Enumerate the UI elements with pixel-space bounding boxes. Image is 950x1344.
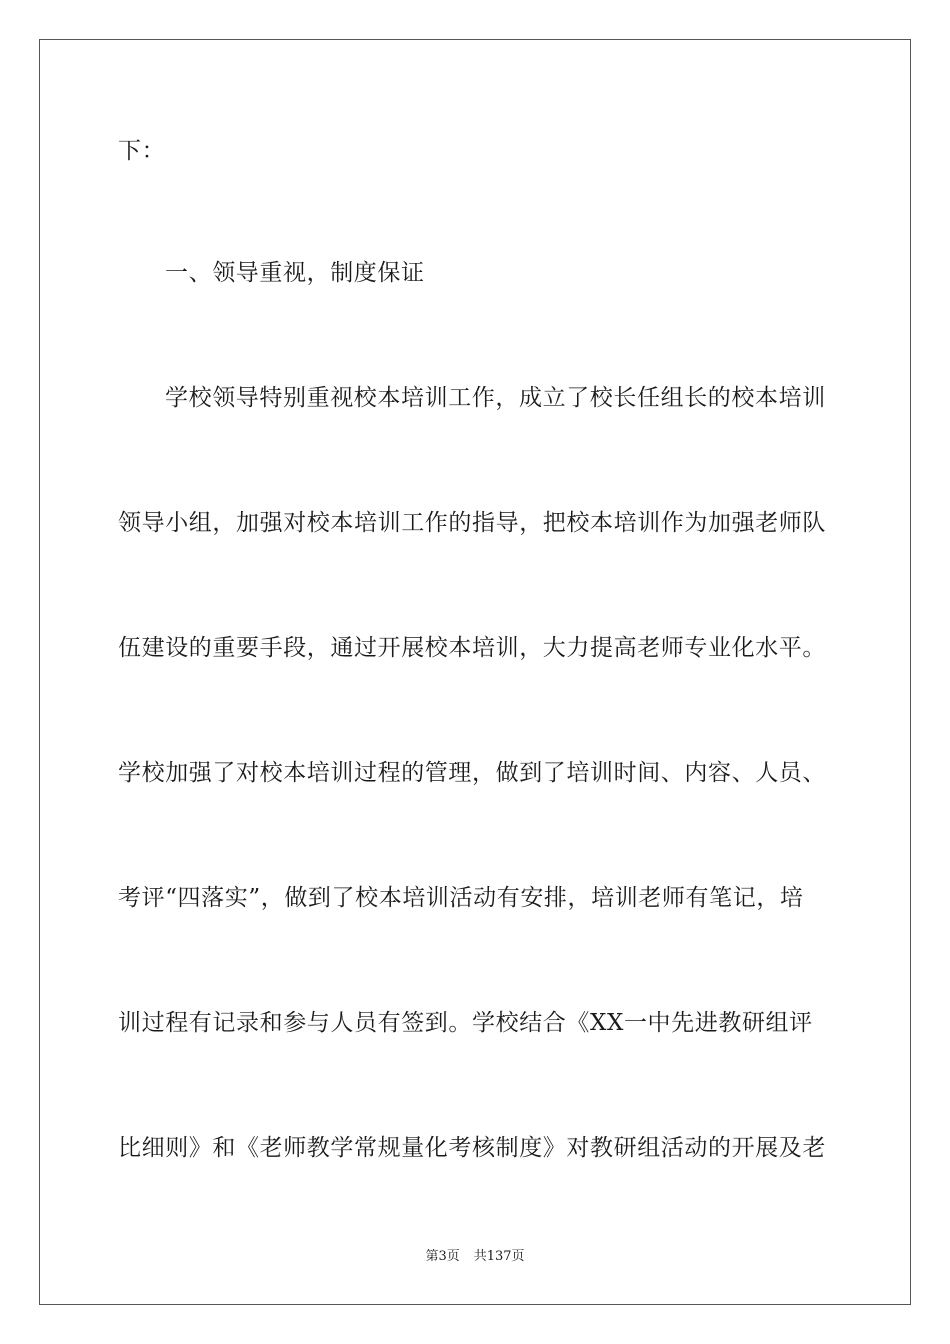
section-heading: 一、领导重视，制度保证 — [165, 260, 425, 286]
page-border — [39, 39, 911, 1305]
page-number: 第3页 — [425, 1249, 460, 1264]
text-line: 学校加强了对校本培训过程的管理，做到了培训时间、内容、人员、 — [118, 760, 826, 786]
text-line: 训过程有记录和参与人员有签到。学校结合《XX一中先进教研组评 — [118, 1010, 813, 1036]
text-line: 学校领导特别重视校本培训工作，成立了校长任组长的校本培训 — [165, 385, 826, 411]
text-line: 领导小组，加强对校本培训工作的指导，把校本培训作为加强老师队 — [118, 510, 826, 536]
page-total: 共137页 — [473, 1249, 525, 1264]
text-line: 考评“四落实”，做到了校本培训活动有安排，培训老师有笔记，培 — [118, 885, 804, 911]
text-line: 比细则》和《老师教学常规量化考核制度》对教研组活动的开展及老 — [118, 1135, 826, 1161]
text-line: 伍建设的重要手段，通过开展校本培训，大力提高老师专业化水平。 — [118, 635, 826, 661]
text-line: 下： — [118, 138, 166, 164]
page-footer — [0, 1249, 950, 1265]
